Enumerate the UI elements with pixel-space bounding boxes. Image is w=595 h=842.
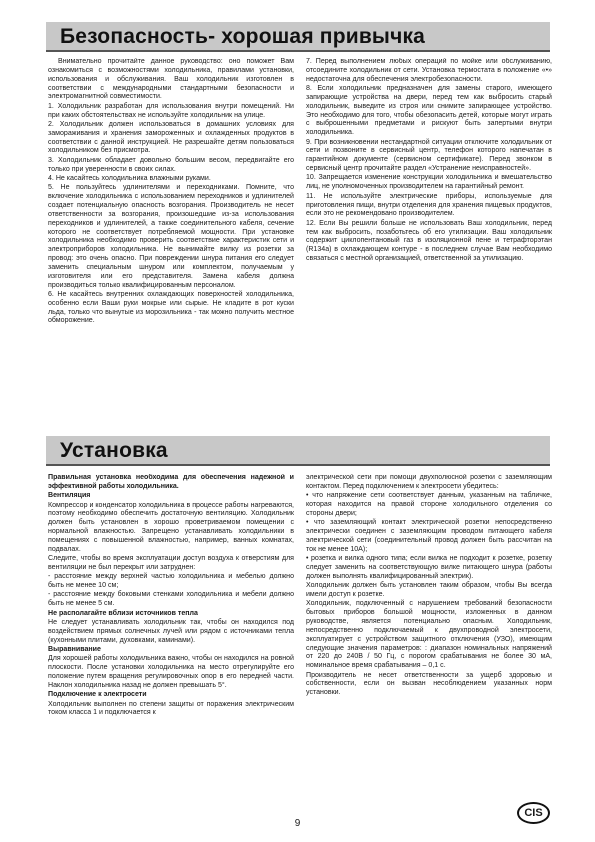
paragraph: 10. Запрещается изменение конструкции холодильника и вмешательство лиц, не уполномоченных производителем на гарантийный ремонт. — [306, 174, 552, 191]
paragraph: Следите, чтобы во время эксплуатации доступ воздуха к отверстиям для вентиляции не был перекрыт или затруднен: — [48, 555, 294, 571]
paragraph: - расстояние между верхней частью холодильника и мебелью должно быть не менее 10 см; — [48, 573, 294, 590]
paragraph: Холодильник, подключенный с нарушением требований безопасности бытовых приборов большой мощности, изложенных в данном руководстве, является потенциально опасным. Холодильник, непосредственно подключаемый к двухпроводной электросети, эксплуатирует с устройством защитного отключения (УЗО), имеющим следующие значения параметров: : диапазон номинальных напряжений от 220 до 240В / 50 Гц, с порогом срабатывания не более 30 мА, номинальное время срабатывания – 0,1 с. — [306, 600, 552, 670]
paragraph: Компрессор и конденсатор холодильника в процессе работы нагреваются, поэтому необходимо обеспечить достаточную вентиляцию. Холодильник должен быть установлен в хорошо проветриваемом помещении с нормальной влажностью. Запрещено устанавливать холодильники в помещениях с повышенной влажностью, например, ванных комнатах, подвалах. — [48, 501, 294, 553]
paragraph: 4. Не касайтесь холодильника влажными руками. — [48, 174, 211, 182]
paragraph: электрической сети при помощи двухполюсной розетки с заземляющим контактом. Перед подключением к электросети убедитесь: — [306, 474, 552, 490]
paragraph: Холодильник выполнен по степени защиты от поражения электрическим током класса 1 и подключается к — [48, 700, 294, 717]
section-title-installation: Установка — [60, 439, 168, 462]
paragraph: Выравнивание — [48, 646, 101, 654]
paragraph: 6. Не касайтесь внутренних охлаждающих поверхностей холодильника, особенно если Ваши руки мокрые или сырые. Не кладите в рот куски льда, только что вынутые из морозильника - так можно получить местное обморожение. — [48, 290, 294, 325]
paragraph: Правильная установка необходима для обеспечения надежной и эффективной работы холодильника. — [48, 474, 294, 490]
paragraph: Внимательно прочитайте данное руководство: оно поможет Вам ознакомиться с возможностями холодильника, правилами установки, использования и обслуживания. Ваш холодильник изготовлен в соответствии с международными стандартными безопасности и электромагнитной совместимости. — [48, 58, 294, 101]
paragraph: Холодильник должен быть установлен таким образом, чтобы Вы всегда имели доступ к розетке. — [306, 582, 552, 598]
paragraph: 5. Не пользуйтесь удлинителями и переходниками. Помните, что включение холодильника с использованием переходников и удлинителей создает потенциальную опасность возгорания. Производитель не несет ответственности за возгорания, произошедшие из-за использования переходников и удлинителей, а также соединительного кабеля, сечение которого не соответствует потребляемой мощности. При установке холодильника необходимо проверить соответствие характеристик сети и электроприборов холодильника. Не вынимайте вилку из розетки за провод: это очень опасно. При повреждении шнура питания его следует заменить специальным шнуром или комплектом, получаемым у изготовителя или его представителя. Замена кабеля должна производиться только квалифицированным персоналом. — [48, 184, 294, 289]
paragraph: Не располагайте вблизи источников тепла — [48, 609, 198, 617]
safety-left-column — [48, 58, 294, 462]
paragraph: 11. Не используйте электрические приборы, используемые для приготовления пищи, внутри отделения для хранения пищевых продуктов, если это не рекомендовано производителем. — [306, 192, 552, 218]
paragraph: 2. Холодильник должен использоваться в домашних условиях для замораживания и хранения замороженных и охлажденных продуктов в соответствии с данной инструкцией. Не разрешайте детям пользоваться холодильником без присмотра. — [48, 120, 294, 155]
safety-right-column — [306, 58, 552, 462]
paragraph: • что напряжение сети соответствует данным, указанным на табличке, которая находится на правой стороне холодильного отделения со стороны двери; — [306, 492, 552, 517]
page-number: 9 — [294, 818, 301, 829]
paragraph: Для хорошей работы холодильника важно, чтобы он находился на ровной плоскости. После установки холодильника на место отрегулируйте его положение путем вращения регулировочных опор в его передней части. Наклон холодильника назад не должен превышать 5°. — [48, 655, 294, 689]
paragraph: 3. Холодильник обладает довольно большим весом, передвигайте его только при уверенности в своих силах. — [48, 156, 294, 173]
paragraph: Производитель не несет ответственности за ущерб здоровью и собственности, если он вызван несоблюдением указанных норм установки. — [306, 671, 552, 697]
section-title-safety: Безопасность- хорошая привычка — [60, 25, 426, 48]
section-banner-installation — [46, 436, 550, 466]
paragraph: Не следует устанавливать холодильник так, чтобы он находился под воздействием прямых солнечных лучей или рядом с источниками тепла (кухонными плитами, духовками, каминами). — [48, 619, 294, 644]
paragraph: 8. Если холодильник предназначен для замены старого, имеющего запирающие устройства на двери, перед тем как выбросить старый холодильник, выведите из строя или снимите запирающее устройство. Это необходимо для того, чтобы обезопасить детей, которые могут играть с выброшенными предметами и рискуют быть запертыми внутри холодильника. — [306, 85, 552, 137]
section-banner-safety — [46, 22, 550, 52]
paragraph: 1. Холодильник разработан для использования внутри помещений. Ни при каких обстоятельствах не используйте холодильник на улице. — [48, 102, 294, 119]
paragraph: Вентиляция — [48, 492, 91, 500]
paragraph: Подключение к электросети — [48, 691, 147, 699]
paragraph: • розетка и вилка одного типа; если вилка не подходит к розетке, розетку следует заменить на соответствующую вилке питающего шнура (работы должен выполнять квалифицированный электрик). — [306, 555, 552, 580]
paragraph: 9. При возникновении нестандартной ситуации отключите холодильник от сети и позвоните в сервисный центр, телефон которого напечатан в гарантийном документе (сервисном сертификате). Перед звонком в сервисный центр прочитайте раздел «Устранение неисправностей». — [306, 138, 552, 173]
installation-left-column — [48, 474, 294, 800]
paragraph: • что заземляющий контакт электрической розетки непосредственно электрически соединен с заземляющим проводом питающего кабеля электрической сети (соединительный провод должен быть рассчитан на ток не менее 10А); — [306, 519, 552, 553]
paragraph: - расстояние между боковыми стенками холодильника и мебели должно быть не менее 5 см. — [48, 591, 294, 608]
language-badge: CIS — [517, 802, 550, 824]
installation-right-column — [306, 474, 552, 800]
paragraph: 7. Перед выполнением любых операций по мойке или обслуживанию, отсоедините холодильник от сети. Установка термостата в положение «•» недостаточна для обеспечения электробезопасности. — [306, 58, 552, 83]
paragraph: 12. Если Вы решили больше не использовать Ваш холодильник, перед тем как выбросить, позаботьтесь об его утилизации. Ваш холодильник содержит циклопентановый газ в изоляционной пене и тетрафторэтан (R134a) в охлаждающем контуре - в последнем случае Вам необходимо связаться с местной организацией, ответственной за утилизацию. — [306, 219, 552, 263]
